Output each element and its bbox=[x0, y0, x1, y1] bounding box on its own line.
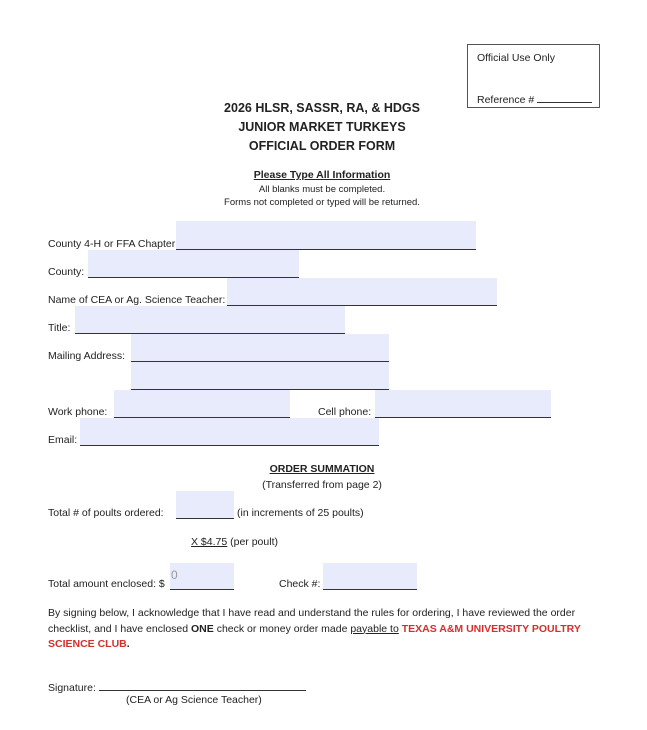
county-input[interactable] bbox=[88, 250, 299, 278]
total-label: Total amount enclosed: $ bbox=[48, 578, 165, 590]
check-label: Check #: bbox=[279, 578, 321, 590]
poults-input[interactable] bbox=[176, 491, 234, 519]
signature-label: Signature: bbox=[48, 680, 306, 694]
order-heading: ORDER SUMMATION bbox=[269, 463, 375, 475]
order-subheading: (Transferred from page 2) bbox=[262, 479, 382, 491]
reference-label: Reference # bbox=[477, 92, 592, 106]
instructions-heading: Please Type All Information bbox=[253, 169, 391, 181]
form-title-line3: OFFICIAL ORDER FORM bbox=[248, 139, 396, 153]
check-input[interactable] bbox=[323, 563, 417, 590]
instructions-line1: All blanks must be completed. bbox=[258, 184, 386, 195]
email-label: Email: bbox=[48, 434, 78, 446]
form-title-line1: 2026 HLSR, SASSR, RA, & HDGS bbox=[224, 101, 420, 115]
official-use-box bbox=[467, 44, 600, 108]
total-value: 0 bbox=[171, 568, 178, 582]
work-phone-label: Work phone: bbox=[48, 406, 108, 418]
county-chapter-input[interactable] bbox=[176, 221, 476, 250]
mailing-label: Mailing Address: bbox=[48, 350, 126, 362]
county-label: County: bbox=[48, 266, 85, 278]
title-label: Title: bbox=[48, 322, 71, 334]
mailing-input-line2[interactable] bbox=[131, 362, 389, 390]
poults-note: (in increments of 25 poults) bbox=[237, 507, 364, 519]
cell-phone-input[interactable] bbox=[375, 390, 551, 418]
signature-caption: (CEA or Ag Science Teacher) bbox=[126, 694, 262, 706]
instructions-line2: Forms not completed or typed will be returned. bbox=[224, 197, 420, 208]
county-chapter-label: County 4-H or FFA Chapter bbox=[48, 238, 176, 250]
signature-line[interactable] bbox=[99, 680, 306, 691]
price-line: X $4.75 (per poult) bbox=[191, 536, 278, 548]
total-input[interactable] bbox=[170, 563, 234, 590]
work-phone-input[interactable] bbox=[114, 390, 290, 418]
form-title-line2: JUNIOR MARKET TURKEYS bbox=[238, 120, 406, 134]
teacher-label: Name of CEA or Ag. Science Teacher: bbox=[48, 294, 226, 306]
poults-label: Total # of poults ordered: bbox=[48, 507, 164, 519]
mailing-input-line1[interactable] bbox=[131, 334, 389, 362]
agreement-paragraph: By signing below, I acknowledge that I have read and understand the rules for ordering, I have reviewed the order checklist, and I have enclosed ONE check or money order made payable to TEXAS A&M UNIVERSITY POULTRY SCIENCE CLUB. bbox=[48, 607, 581, 650]
title-input[interactable] bbox=[75, 306, 345, 334]
teacher-input[interactable] bbox=[227, 278, 497, 306]
cell-phone-label: Cell phone: bbox=[318, 406, 372, 418]
official-use-title: Official Use Only bbox=[477, 52, 555, 64]
email-input[interactable] bbox=[80, 418, 379, 446]
